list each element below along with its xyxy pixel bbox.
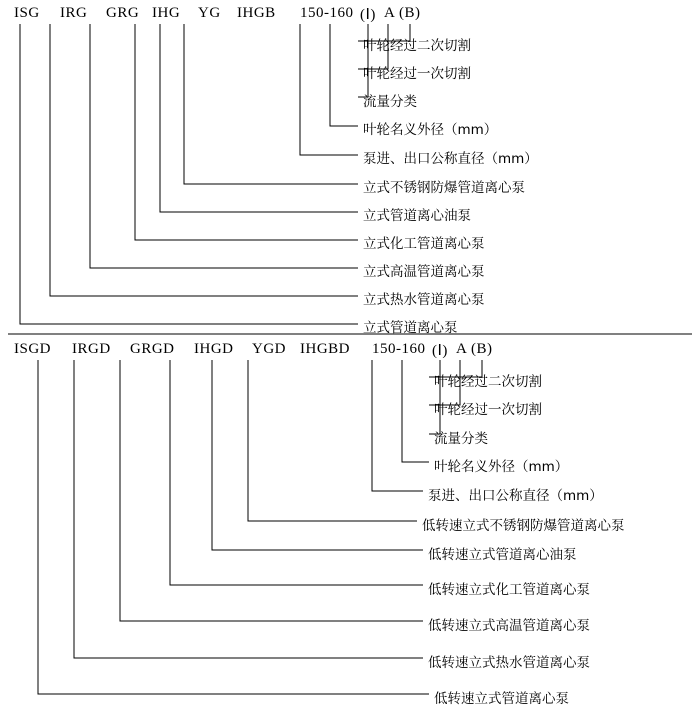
code-segment-isg: ISG <box>14 5 40 21</box>
code-segment-ihgbd: IHGBD <box>300 341 350 357</box>
callout-label: 低转速立式热水管道离心泵 <box>428 655 590 671</box>
code-segment-ihg: IHG <box>152 5 181 21</box>
callout-label: 叶轮经过二次切割 <box>363 38 471 54</box>
callout-label: 流量分类 <box>434 431 488 447</box>
callout-label: 叶轮名义外径（mm） <box>363 122 498 138</box>
callout-label: 低转速立式化工管道离心泵 <box>428 582 590 598</box>
callout-label: 低转速立式高温管道离心泵 <box>428 618 590 634</box>
callout-label: 低转速立式管道离心油泵 <box>428 547 577 563</box>
callout-label: 立式高温管道离心泵 <box>363 264 485 280</box>
code-segment-ihgb: IHGB <box>237 5 276 21</box>
callout-label: 流量分类 <box>363 94 417 110</box>
code-segment-grg: GRG <box>106 5 140 21</box>
code-segment-cut-b: (B) <box>399 5 421 21</box>
callout-label: 叶轮经过二次切割 <box>434 374 542 390</box>
code-segment-cut-b: (B) <box>471 341 493 357</box>
code-segment-irgd: IRGD <box>72 341 111 357</box>
callout-label: 泵进、出口公称直径（mm） <box>363 151 538 167</box>
code-segment-cut-a: A <box>456 341 468 357</box>
code-segment-flow-class: (Ⅰ) <box>360 7 376 23</box>
callout-label: 低转速立式管道离心泵 <box>434 691 569 707</box>
callout-label: 立式化工管道离心泵 <box>363 236 485 252</box>
code-segment-isgd: ISGD <box>14 341 52 357</box>
code-segment-size: 150-160 <box>372 341 426 357</box>
code-segment-irg: IRG <box>60 5 88 21</box>
callout-label: 立式管道离心油泵 <box>363 208 471 224</box>
code-segment-flow-class: (Ⅰ) <box>432 343 448 359</box>
code-segment-size: 150-160 <box>300 5 354 21</box>
callout-label: 叶轮经过一次切割 <box>434 402 542 418</box>
code-segment-ihgd: IHGD <box>194 341 234 357</box>
callout-label: 立式不锈钢防爆管道离心泵 <box>363 180 525 196</box>
callout-label: 叶轮经过一次切割 <box>363 66 471 82</box>
callout-label: 低转速立式不锈钢防爆管道离心泵 <box>422 518 625 534</box>
code-segment-cut-a: A <box>384 5 396 21</box>
callout-label: 立式管道离心泵 <box>363 320 458 336</box>
code-segment-yg: YG <box>198 5 221 21</box>
callout-label: 立式热水管道离心泵 <box>363 292 485 308</box>
code-segment-grgd: GRGD <box>130 341 175 357</box>
callout-label: 泵进、出口公称直径（mm） <box>428 488 603 504</box>
callout-label: 叶轮名义外径（mm） <box>434 459 569 475</box>
code-segment-ygd: YGD <box>252 341 286 357</box>
